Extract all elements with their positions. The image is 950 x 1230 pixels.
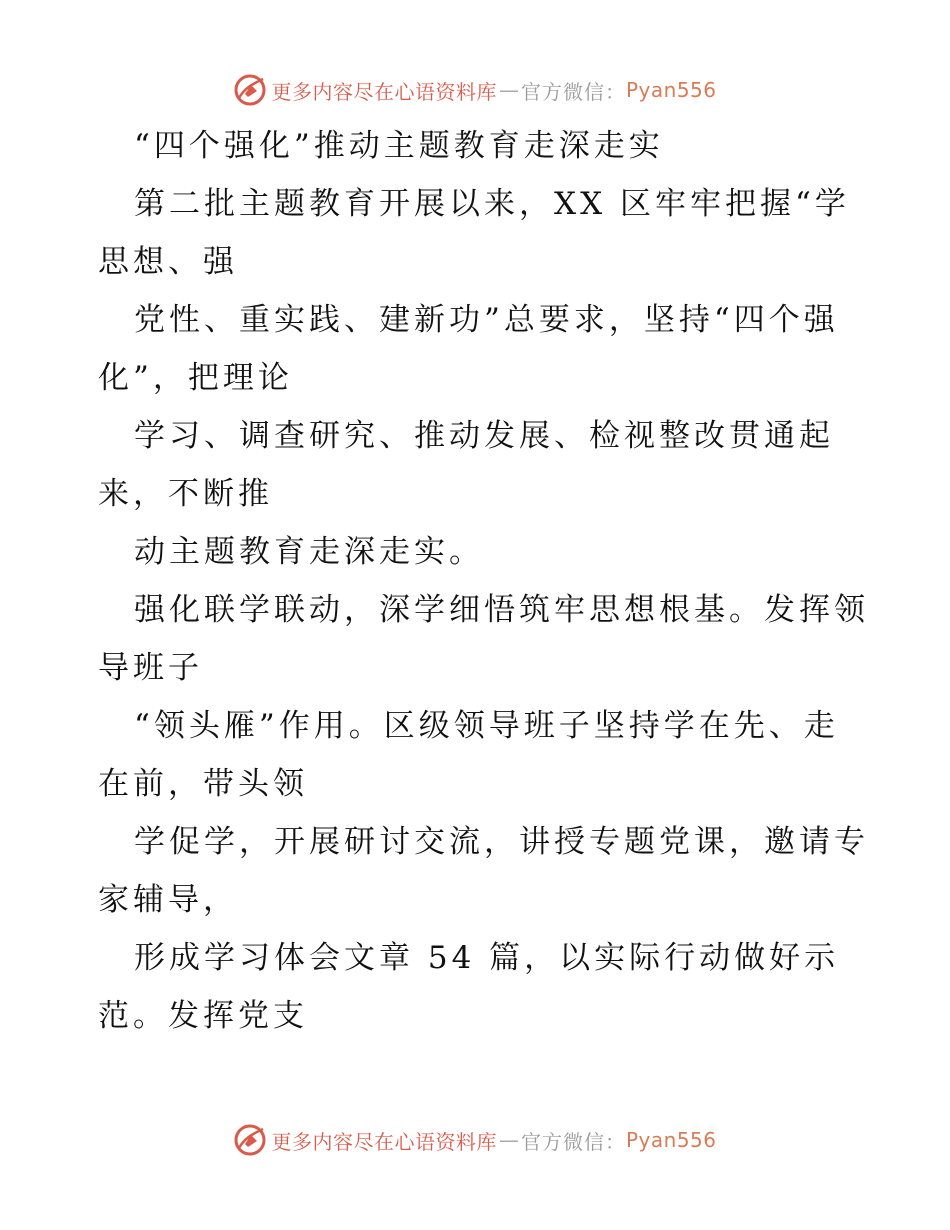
text-line: 形成学习体会文章 54 篇，以实际行动做好示	[134, 940, 840, 976]
pen-logo-icon	[233, 1123, 267, 1157]
text-line: 学促学，开展研讨交流，讲授专题党课，邀请专	[134, 824, 869, 860]
text-line: 动主题教育走深走实。	[134, 534, 484, 570]
document-title: “四个强化”推动主题教育走深走实	[134, 128, 664, 164]
text-line: 强化联学联动，深学细悟筑牢思想根基。发挥领	[134, 592, 869, 628]
text-line: 党性、重实践、建新功”总要求，坚持“四个强	[134, 302, 839, 338]
text-line: 范。发挥党支	[98, 998, 308, 1034]
text-line: “领头雁”作用。区级领导班子坚持学在先、走	[134, 708, 839, 744]
footer-account-id: Pyan556	[625, 1128, 717, 1152]
text-line: 第二批主题教育开展以来，XX 区牢牢把握“学	[134, 186, 850, 222]
text-line: 家辅导，	[98, 882, 238, 918]
text-line: 学习、调查研究、推动发展、检视整改贯通起	[134, 418, 834, 454]
pen-logo-icon	[233, 73, 267, 107]
header-official-label: 官方微信：	[520, 79, 626, 104]
text-line: 化”，把理论	[98, 360, 293, 396]
footer-official-label: 官方微信：	[520, 1129, 626, 1154]
header-dash: —	[498, 78, 519, 102]
text-line: 思想、强	[98, 244, 238, 280]
text-line: 来，不断推	[98, 476, 273, 512]
footer-watermark-banner	[0, 1120, 950, 1160]
header-account-id: Pyan556	[625, 78, 717, 102]
header-brand-text: 更多内容尽在心语资料库	[271, 79, 497, 104]
header-watermark-banner	[0, 70, 950, 110]
footer-brand-text: 更多内容尽在心语资料库	[271, 1129, 497, 1154]
text-line: 导班子	[98, 650, 203, 686]
text-line: 在前，带头领	[98, 766, 308, 802]
footer-dash: —	[498, 1128, 519, 1152]
